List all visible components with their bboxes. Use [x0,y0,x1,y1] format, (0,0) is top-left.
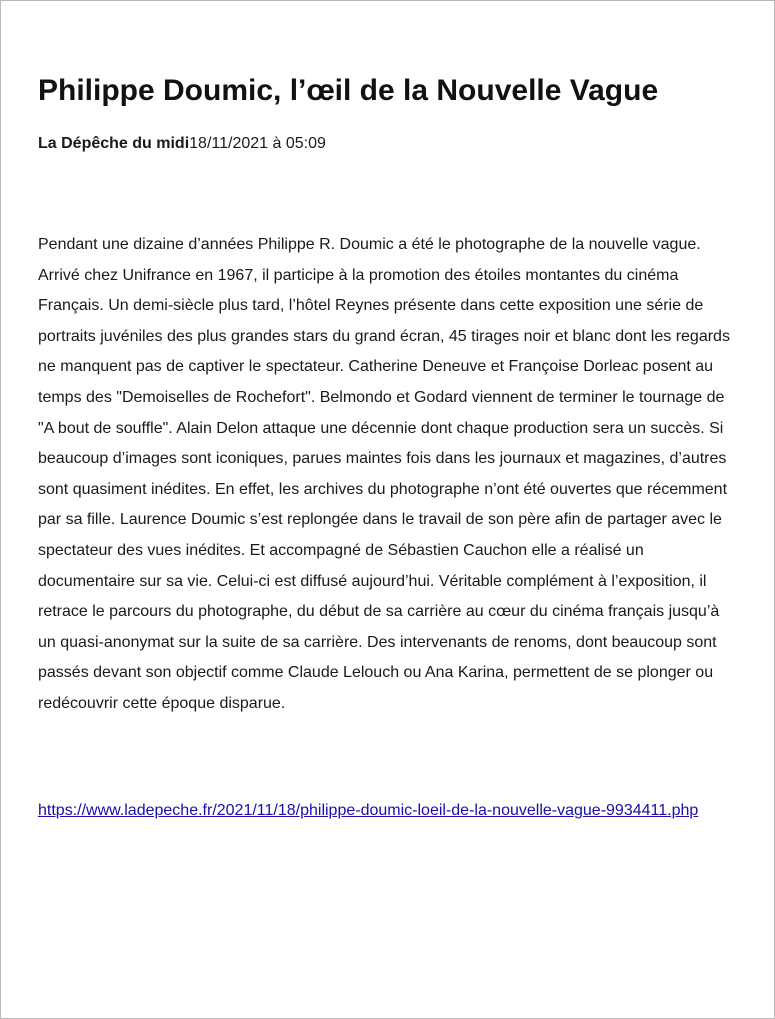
article-meta [38,134,326,154]
article-body: Pendant une dizaine d’années Philippe R. Doumic a été le photographe de la nouvelle vague. Arrivé chez Unifrance en 1967, il participe à la promotion des étoiles montantes du cinéma Français. Un demi-siècle plus tard, l’hôtel Reynes présente dans cette exposition une série de portraits juvéniles des plus grandes stars du grand écran, 45 tirages noir et blanc dont les regards ne manquent pas de captiver le spectateur. Catherine Deneuve et Françoise Dorleac posent au temps des "Demoiselles de Rochefort". Belmondo et Godard viennent de terminer le tournage de "A bout de souffle". Alain Delon attaque une décennie dont chaque production sera un succès. Si beaucoup d’images sont iconiques, parues maintes fois dans les journaux et magazines, d’autres sont quasiment inédites. En effet, les archives du photographe n’ont été ouvertes que récemment par sa fille. Laurence Doumic s’est replongée dans le travail de son père afin de partager avec le spectateur des vues inédites. Et accompagné de Sébastien Cauchon elle a réalisé un documentaire sur sa vie. Celui-ci est diffusé aujourd’hui. Véritable complément à l’exposition, il retrace le parcours du photographe, du début de sa carrière au cœur du cinéma français jusqu’à un quasi-anonymat sur la suite de sa carrière. Des intervenants de renoms, dont beaucoup sont passés devant son objectif comme Claude Lelouch ou Ana Karina, permettent de se plonger ou redécouvrir cette époque disparue. [38,236,730,712]
article-date: 18/11/2021 à 05:09 [189,135,326,152]
article-source: La Dépêche du midi [38,135,190,152]
article-title: Philippe Doumic, l’œil de la Nouvelle Vague [38,74,659,107]
article-source-link[interactable]: https://www.ladepeche.fr/2021/11/18/philippe-doumic-loeil-de-la-nouvelle-vague-9934411.php [38,802,699,819]
